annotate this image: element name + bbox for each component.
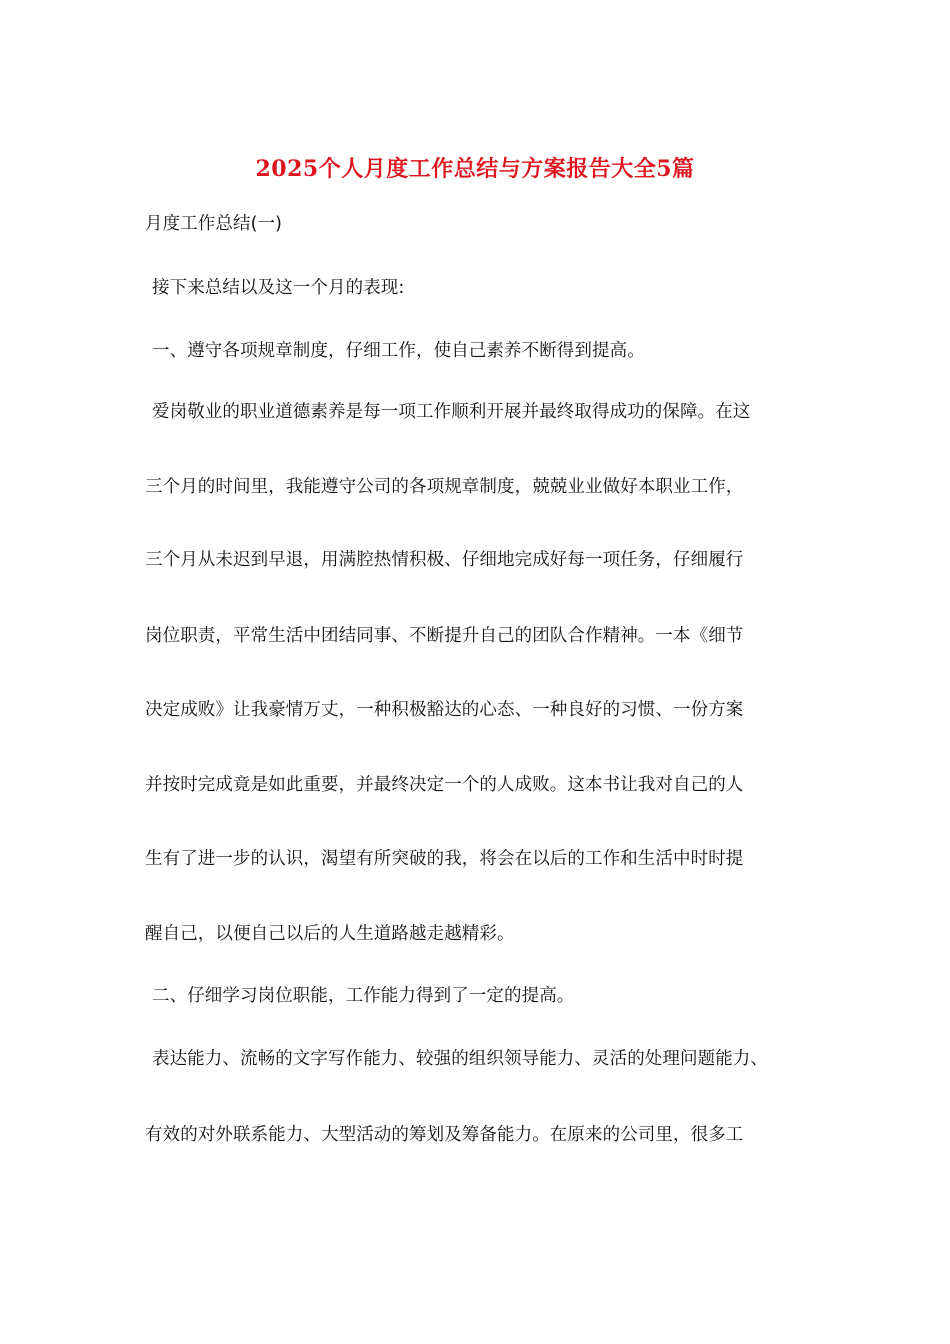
document-title: 2025个人月度工作总结与方案报告大全5篇: [255, 156, 695, 182]
body-line-5: 三个月从未迟到早退，用满腔热情积极、仔细地完成好每一项任务，仔细履行: [145, 550, 744, 570]
body-line-7: 决定成败》让我豪情万丈，一种积极豁达的心态、一种良好的习惯、一份方案: [145, 700, 744, 720]
body-line-8: 并按时完成竟是如此重要，并最终决定一个的人成败。这本书让我对自己的人: [145, 775, 744, 795]
body-line-3: 爱岗敬业的职业道德素养是每一项工作顺利开展并最终取得成功的保障。在这: [152, 402, 751, 422]
body-line-13: 有效的对外联系能力、大型活动的筹划及筹备能力。在原来的公司里，很多工: [145, 1125, 744, 1145]
body-line-11: 二、仔细学习岗位职能，工作能力得到了一定的提高。: [152, 986, 575, 1006]
section-heading: 月度工作总结(一): [145, 214, 283, 234]
body-line-6: 岗位职责，平常生活中团结同事、不断提升自己的团队合作精神。一本《细节: [145, 626, 744, 646]
body-line-1: 接下来总结以及这一个月的表现:: [152, 278, 405, 298]
body-line-4: 三个月的时间里，我能遵守公司的各项规章制度，兢兢业业做好本职业工作，: [145, 477, 744, 497]
body-line-12: 表达能力、流畅的文字写作能力、较强的组织领导能力、灵活的处理问题能力、: [152, 1049, 768, 1069]
body-line-9: 生有了进一步的认识，渴望有所突破的我，将会在以后的工作和生活中时时提: [145, 849, 744, 869]
body-line-2: 一、遵守各项规章制度，仔细工作，使自己素养不断得到提高。: [152, 341, 645, 361]
body-line-10: 醒自己，以便自己以后的人生道路越走越精彩。: [145, 924, 515, 944]
